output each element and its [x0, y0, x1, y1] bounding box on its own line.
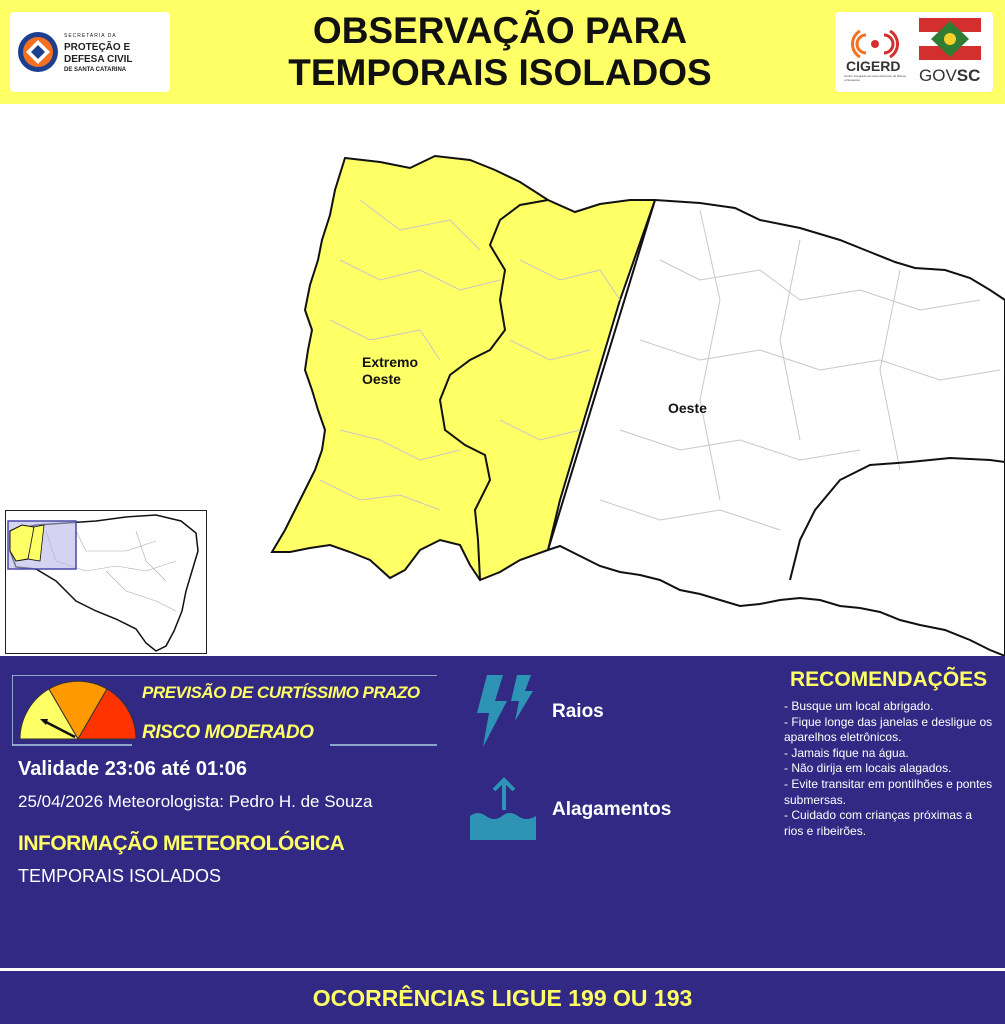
hazard-label-alagamentos: Alagamentos [552, 799, 672, 820]
region-label-oeste: Oeste [668, 400, 707, 416]
defesa-civil-logo [10, 12, 170, 92]
cigerd-label: CIGERD [846, 58, 901, 74]
cigerd-sublabel: Centro Integrado de Gerenciamento de Riscos e Desastres [844, 74, 907, 82]
meteorological-info-text: TEMPORAIS ISOLADOS [18, 866, 222, 886]
santa-catarina-inset-svg [6, 511, 206, 653]
recommendation-item: - Cuidado com crianças próximas a rios e ribeirões. [784, 808, 973, 838]
defesa-civil-logo-text: SECRETARIA DA PROTEÇÃO E DEFESA CIVIL DE SANTA CATARINA [64, 33, 133, 73]
header-banner [0, 0, 1005, 104]
hazard-label-raios: Raios [552, 701, 604, 722]
recommendation-item: - Evite transitar em pontilhões e pontes submersas. [784, 776, 993, 807]
emergency-footer: OCORRÊNCIAS LIGUE 199 OU 193 [312, 985, 693, 1011]
validity-text: Validade 23:06 até 01:06 [18, 758, 248, 780]
govsc-label: GOVSC [919, 66, 981, 85]
recommendations-title: RECOMENDAÇÕES [790, 668, 988, 691]
date-meteorologist: 25/04/2026 Meteorologista: Pedro H. de Souza [18, 792, 373, 811]
recommendations-list [784, 699, 994, 839]
footer-divider [0, 968, 1005, 971]
state-inset-map [5, 510, 207, 654]
risk-level: RISCO MODERADO [142, 722, 314, 743]
flood-icon [468, 776, 538, 846]
recommendation-item: - Busque um local abrigado. [784, 699, 934, 713]
page-title: OBSERVAÇÃO PARA TEMPORAIS ISOLADOS [288, 10, 712, 93]
risk-forecast-title: PREVISÃO DE CURTÍSSIMO PRAZO [142, 683, 420, 702]
recommendation-item: - Jamais fique na água. [784, 745, 909, 760]
lightning-icon [475, 675, 535, 749]
recommendation-item: - Não dirija em locais alagados. [784, 761, 952, 776]
recommendation-item: - Fique longe das janelas e desligue os aparelhos eletrônicos. [784, 714, 993, 745]
sc-flag-icon [919, 18, 981, 60]
defesa-civil-emblem-icon [16, 30, 60, 74]
region-label-extremo-oeste: Extremo Oeste [362, 354, 419, 387]
government-logos [835, 12, 993, 92]
meteorological-info-title: INFORMAÇÃO METEOROLÓGICA [18, 832, 345, 855]
